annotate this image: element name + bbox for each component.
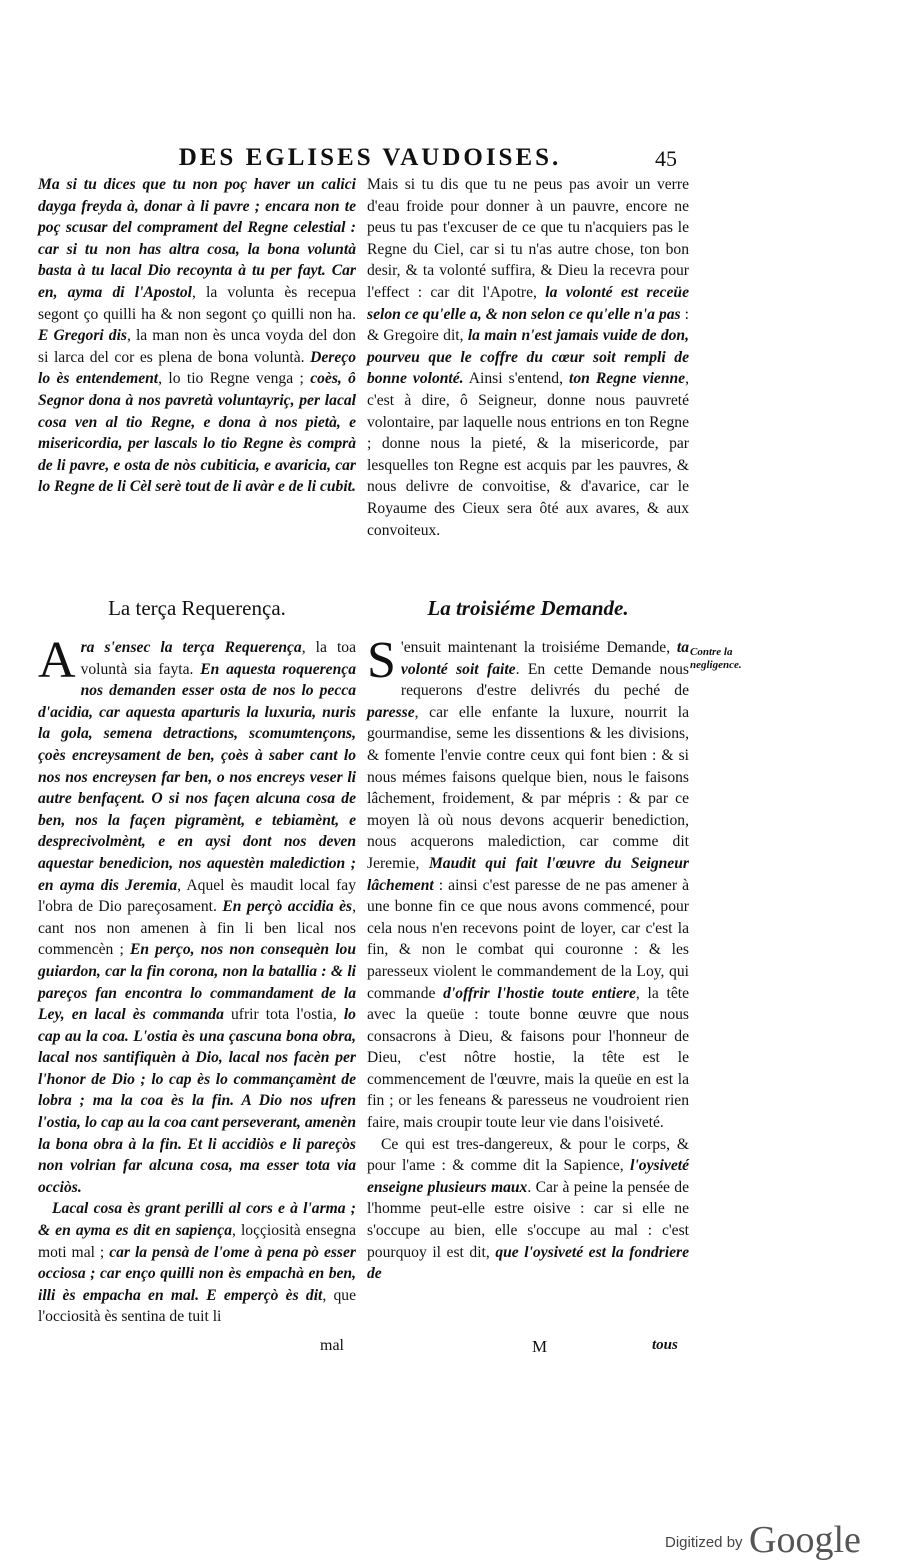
french-paragraph-1 <box>367 632 689 1134</box>
catchword-left: mal <box>320 1337 344 1354</box>
digitization-watermark <box>665 1518 905 1562</box>
drop-cap: A <box>38 632 76 689</box>
signature-mark: M <box>532 1337 548 1356</box>
drop-cap: S <box>367 632 396 689</box>
occitan-paragraph-top: Ma si tu dices que tu non poç haver un calici dayga freyda à, donar à li pavre ; encara non te poç scusar del comprament del Regne celestial : car si tu non has altra cosa, la bona voluntà basta à tu lacal Dio recoynta à tu per fayt. Car en, ayma di l'Apostol, la volunta ès recepua segont ço quilli ha & non segont ço quilli non ha. E Gregori dis, la man non ès unca voyda del don si larca del cor es plena de bona voluntà. Dereço lo ès entendement, lo tio Regne venga ; coès, ô Segnor dona à nos pavretà voluntayriç, per lacal cosa ven al tio Regne, e dona à nos pietà, e misericordia, per lascals lo tio Regne ès comprà de li pavre, e osta de nòs cubiticia, e avaricia, car lo Regne de li Cèl serè tout de li avàr e de li cubit. <box>38 176 356 496</box>
occitan-paragraph-1-text: ra s'ensec la terça Requerença, la toa voluntà sia fayta. En aquesta roquerença nos demanden esser osta de nos lo pecca d'acidia, car aquesta aparturis la luxuria, nuris la gola, semena detractions, scomumtençons, çoès encreysament de ben, çoès à saber cant lo nos nos encreysen far ben, o nos encreys veser li autre benfaçent. O si nos façen alcuna cosa de ben, nos la façen pigramènt, e tebiamènt, e desprecivolmènt, e en aysi dont nos deven aquestar benedicion, nos aquestèn malediction ; en ayma dis Jeremia, Aquel ès maudit local fay l'obra de Dio pareçosament. En perçò accidia ès, cant nos non amenen à fin li ben lical nos commencèn ; En perço, nos non consequèn lou guiardon, car la fin corona, non la batallia : & li pareços fan encontra lo commandament de la Ley, en lacal ès commanda ufrir tota l'ostia, lo cap au la coa. L'ostia ès una çascuna bona obra, lacal nos santifiquèn à Dio, lacal nos facèn per l'honor de Dio ; lo cap ès lo commançamènt de lobra ; ma la coa ès la fin. A Dio nos ufren l'ostia, lo cap au la coa cant perseverant, amenèn la bona obra à la fin. Et li accidiòs e li pareçòs non volrian far alcuna cosa, ma esser tota via occiòs. <box>38 639 357 1196</box>
french-paragraph-2: Ce qui est tres-dangereux, & pour le corps, & pour l'ame : & comme dit la Sapience, l'oysiveté enseigne plusieurs maux. Car à peine la pensée de l'homme peut-elle estre oisive : car si elle ne s'occupe au bien, elle s'occupe au mal : c'est pourquoy il est dit, que l'oysiveté est la fondriere de <box>367 1135 689 1283</box>
french-column-top <box>367 174 689 541</box>
watermark-prefix: Digitized by <box>665 1534 743 1551</box>
catchword-right: tous <box>652 1337 678 1353</box>
french-paragraph-1-text: 'ensuit maintenant la troisiéme Demande, ta volonté soit faite. En cette Demande nous requerons d'estre delivrés du peché de paresse, car elle enfante la luxure, nourrit la gourmandise, seme les dissentions & les divisions, & fomente l'envie contre ceux qui font bien : & si nous mémes faisons quelque bien, nous le faisons lâchement, froidement, & par mépris : & par ce moyen là où nous devons acquerir benediction, nous acquerons malediction, car comme dit Jeremie, Maudit qui fait l'œuvre du Seigneur lâchement : ainsi c'est paresse de ne pas amener à une bonne fin ce que nous avons commencé, pour cela nous n'en recevons point de loyer, car c'est la fin, & non le combat qui couronne : & les paresseux violent le commandement de la Loy, qui commande d'offrir l'hostie toute entiere, la tête avec la queüe : toute bonne œuvre que nous consacrons à Dieu, & faisons pour l'honneur de Dieu, c'est nôtre hostie, la tête est le commencement de l'œuvre, mais la queüe en est la fin ; or les feneans & paresseus ne voudroient rien faire, mais croupir toute leur vie dans l'oisiveté. <box>367 639 689 1132</box>
occitan-column-top <box>38 174 356 498</box>
french-column-body <box>367 632 689 1285</box>
french-section-heading: La troisiéme Demande. <box>427 596 629 620</box>
occitan-paragraph-2: Lacal cosa ès grant perilli al cors e à l'arma ; & en ayma es dit en sapiença, loççiosità ensegna moti mal ; car la pensà de l'ome à pena pò esser occiosa ; car enço quilli non ès empachà en ben, illi ès empacha en mal. E emperçò ès dit, que l'occiosità ès sentina de tuit li <box>38 1200 357 1326</box>
google-logo: Google <box>749 1519 861 1561</box>
occitan-section-heading: La terça Requerença. <box>108 596 286 620</box>
french-paragraph-top: Mais si tu dis que tu ne peus pas avoir un verre d'eau froide pour donner à un pauvre, encore ne peus tu pas t'excuser de ce que tu n'acquiers pas le Regne du Ciel, car si tu n'as autre chose, ton bon desir, & ta volonté suffira, & Dieu la recevra pour l'effect : car dit l'Apotre, la volonté est receüe selon ce qu'elle a, & non selon ce qu'elle n'a pas : & Gregoire dit, la main n'est jamais vuide de don, pourveu que le coffre du cœur soit rempli de bonne volonté. Ainsi s'entend, ton Regne vienne, c'est à dire, ô Seigneur, donne nous pauvreté volontaire, par laquelle nous entrions en ton Regne ; donne nous la pieté, & la misericorde, par lesquelles ton Regne est acquis par les pauvres, & nous delivre de convoitise, & d'avarice, car le Royaume des Cieux sera ôté aux avares, & aux convoiteux. <box>367 176 689 539</box>
margin-note: Contre la negligence. <box>690 646 742 671</box>
occitan-column-body <box>38 632 357 1328</box>
page-number: 45 <box>655 146 677 171</box>
occitan-paragraph-1 <box>38 632 357 1198</box>
running-header <box>0 140 923 176</box>
running-title: DES EGLISES VAUDOISES. <box>178 144 562 171</box>
